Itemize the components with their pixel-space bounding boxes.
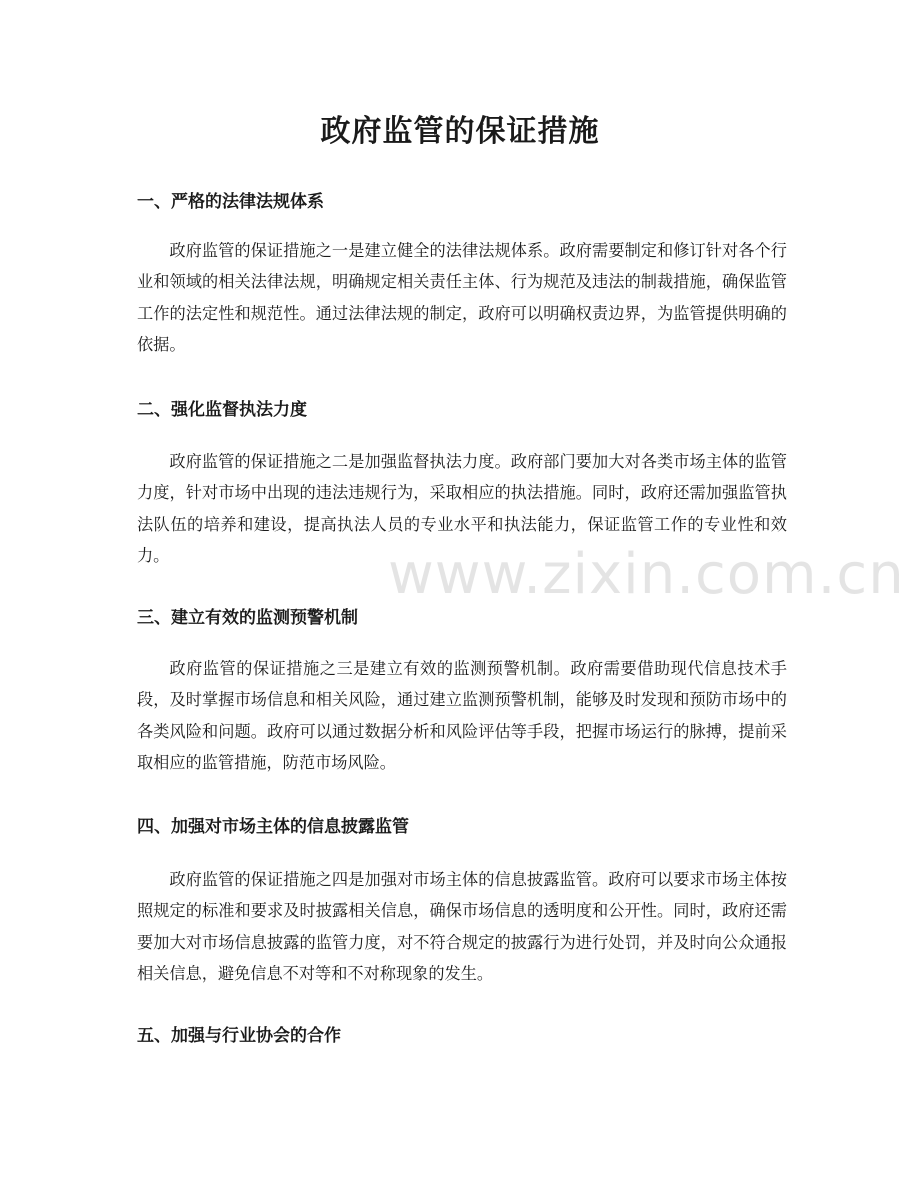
page-title: 政府监管的保证措施 — [320, 114, 600, 149]
section-paragraph-4: 政府监管的保证措施之四是加强对市场主体的信息披露监管。政府可以要求市场主体按照规定的标准和要求及时披露相关信息，确保市场信息的透明度和公开性。同时，政府还需要加大对市场信息披露的监管力度，对不符合规定的披露行为进行处罚，并及时向公众通报相关信息，避免信息不对等和不对称现象的发生。 — [137, 870, 787, 983]
section-paragraph-2: 政府监管的保证措施之二是加强监督执法力度。政府部门要加大对各类市场主体的监管力度，针对市场中出现的违法违规行为，采取相应的执法措施。同时，政府还需加强监管执法队伍的培养和建设，提高执法人员的专业水平和执法能力，保证监管工作的专业性和效力。 — [137, 452, 787, 565]
section-heading-2: 二、强化监督执法力度 — [137, 400, 307, 420]
watermark-text: www.zixin.com.cn — [388, 542, 905, 607]
section-paragraph-3: 政府监管的保证措施之三是建立有效的监测预警机制。政府需要借助现代信息技术手段，及时掌握市场信息和相关风险，通过建立监测预警机制，能够及时发现和预防市场中的各类风险和问题。政府可以通过数据分析和风险评估等手段，把握市场运行的脉搏，提前采取相应的监管措施，防范市场风险。 — [137, 659, 787, 772]
section-heading-3: 三、建立有效的监测预警机制 — [137, 608, 358, 628]
section-paragraph-1: 政府监管的保证措施之一是建立健全的法律法规体系。政府需要制定和修订针对各个行业和领域的相关法律法规，明确规定相关责任主体、行为规范及违法的制裁措施，确保监管工作的法定性和规范性。通过法律法规的制定，政府可以明确权责边界，为监管提供明确的依据。 — [137, 241, 787, 354]
section-heading-5: 五、加强与行业协会的合作 — [137, 1026, 341, 1046]
section-heading-1: 一、严格的法律法规体系 — [137, 192, 324, 212]
section-heading-4: 四、加强对市场主体的信息披露监管 — [137, 817, 409, 837]
